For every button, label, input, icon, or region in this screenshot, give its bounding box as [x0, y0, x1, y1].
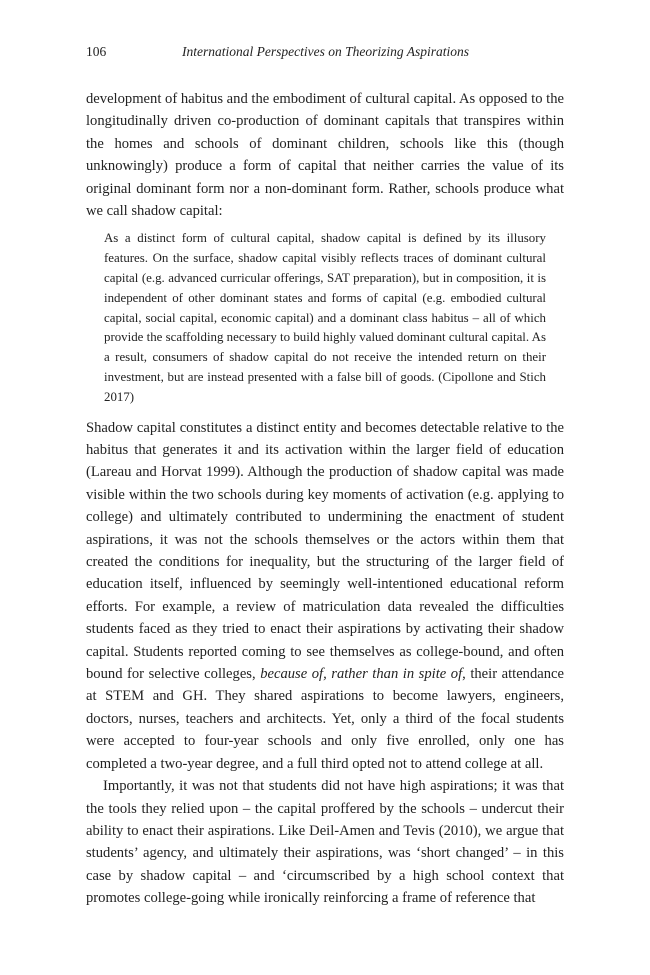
page-number: 106: [86, 44, 107, 59]
paragraph-1: development of habitus and the embodiment of cultural capital. As opposed to the longitudinally driven co-production of dominant capitals that transpires within the homes and schools of dominant children, schools like this (though unknowingly) produce a form of capital that neither carries the value of its original dominant form nor a non-dominant form. Rather, schools produce what we call shadow capital:: [86, 91, 564, 220]
page-body: [86, 88, 564, 910]
paragraph-2-text-a: Shadow capital constitutes a distinct entity and becomes detectable relative to the habitus that generates it and its activation within the larger field of education (Lareau and Horvat 1999). Although the production of shadow capital was made visible within the two schools during key moments of activation (e.g. applying to college) and ultimately contributed to undermining the enactment of student aspirations, it was not the schools themselves or the actors within them that created the conditions for inequality, but the structuring of the larger field of education itself, influenced by seemingly well-intentioned educational reform efforts. For example, a review of matriculation data revealed the difficulties students faced as they tried to enact their aspirations by activating their shadow capital. Students reported coming to see themselves as college-bound, and often bound for selective colleges,: [86, 419, 564, 683]
running-head: International Perspectives on Theorizing Aspirations: [182, 44, 469, 59]
block-quote: As a distinct form of cultural capital, shadow capital is defined by its illusory features. On the surface, shadow capital visibly reflects traces of dominant cultural capital (e.g. advanced curricular offerings, SAT preparation), but in composition, it is independent of other dominant states and forms of capital (e.g. embodied cultural capital, social capital, economic capital) and a dominant class habitus – all of which provide the scaffolding necessary to build highly valued dominant cultural capital. As a result, consumers of shadow capital do not receive the intended return on their investment, but are instead presented with a false bill of goods. (Cipollone and Stich 2017): [104, 231, 546, 404]
paragraph-2-text-b: , their attendance at STEM and GH. They shared aspirations to become lawyers, engineers, doctors, nurses, teachers and architects. Yet, only a third of the focal students were accepted to four-year schools and only five enrolled, only one has completed a two-year degree, and a full third opted not to attend college at all.: [86, 666, 565, 772]
page-header: [86, 44, 564, 64]
paragraph-2-emphasis: because of, rather than in spite of: [260, 666, 463, 683]
paragraph-2: [86, 417, 564, 776]
paragraph-3: Importantly, it was not that students did not have high aspirations; it was that the tools they relied upon – the capital proffered by the schools – undercut their ability to enact their aspirations. Like Deil-Amen and Tevis (2010), we argue that students’ agency, and ultimately their aspirations, was ‘short changed’ – in this case by shadow capital – and ‘circumscribed by a high school context that promotes college-going while ironically reinforcing a frame of reference that: [86, 778, 564, 907]
